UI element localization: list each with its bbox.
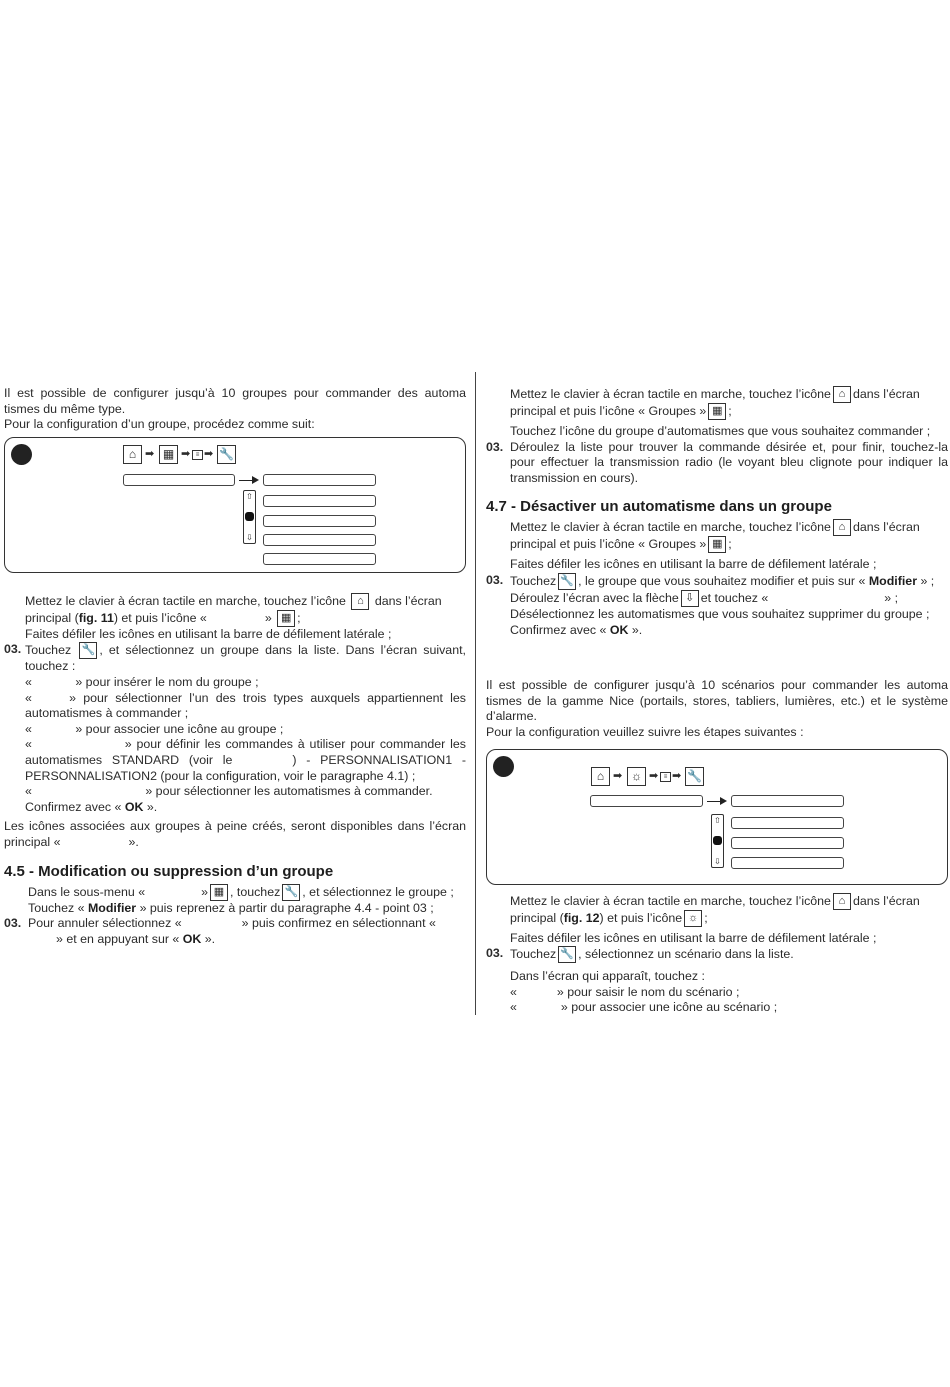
arrow-icon: ➡: [672, 769, 682, 782]
list-field-1: [731, 795, 844, 807]
option-icon: « » pour associer une icône au groupe ;: [25, 721, 284, 736]
home-icon: ⌂: [591, 767, 610, 786]
option-commands: « » pour définir les commandes à utiliser pour commander les automatismes STANDARD (voir le ) - PERSONNALISATION1 - PERSONNALISATION2 (pour la configuration, voir le paragraphe 4.1) ;: [25, 737, 466, 783]
arrow-icon: ➡: [204, 447, 214, 460]
list-field-1: [263, 474, 376, 486]
home-icon: ⌂: [833, 519, 851, 536]
groups-grid-icon: ▦: [210, 884, 228, 901]
scenario-option-icon: « » pour associer une icône au scénario ;: [510, 1000, 778, 1015]
modify-step-2: Touchez « Modifier » puis reprenez à partir du paragraphe 4.4 - point 03 ;: [28, 900, 434, 915]
scenario-intro: Il est possible de configurer jusqu’à 10 scénarios pour commander les automa tismes de la gamme Nice (portails, stores, tabliers, lumières, etc.) et le système d’alarme.: [486, 678, 948, 724]
groups-grid-icon: ▦: [277, 610, 295, 627]
figure-number-dot: [11, 444, 32, 465]
group-use-step-2: Touchez l’icône du groupe d’automatismes que vous souhaitez commander ;: [510, 424, 931, 438]
home-icon: ⌂: [123, 445, 142, 464]
step-2: Faites défiler les icônes en utilisant la barre de défilement latérale ;: [25, 626, 392, 641]
home-icon: ⌂: [833, 386, 851, 403]
scenario-step-4: Dans l’écran qui apparaît, touchez :: [510, 969, 705, 984]
small-list-icon: ≡: [192, 450, 203, 460]
home-icon: ⌂: [833, 893, 851, 910]
screen-field: [123, 474, 235, 486]
groups-grid-icon: ▦: [159, 445, 178, 464]
note-paragraph: Les icônes associées aux groupes à peine créés, seront disponibles dans l’écran principal « ».: [4, 819, 466, 849]
flow-arrow: [239, 480, 257, 481]
heading-4-5: 4.5 - Modification ou suppression d’un groupe: [4, 862, 334, 880]
list-field-2: [731, 817, 844, 829]
group-use-step-1: Mettez le clavier à écran tactile en marche, touchez l’icône ⌂ dans l’écran principal et puis l’icône « Groupes » ▦ ;: [486, 386, 948, 420]
scenario-icon: ☼: [627, 767, 646, 786]
step-1: Mettez le clavier à écran tactile en marche, touchez l’icône ⌂ dans l’écran principal (fig. 11) et puis l’icône « » ▦ ;: [4, 593, 466, 627]
scroll-thumb: [245, 512, 254, 521]
intro-paragraph: Il est possible de configurer jusqu’à 10 groupes pour commander des automa tismes du même type.: [4, 386, 466, 416]
arrow-icon: ➡: [613, 769, 623, 782]
disable-step-1: Mettez le clavier à écran tactile en marche, touchez l’icône ⌂ dans l’écran principal et puis l’icône « Groupes » ▦ ;: [486, 519, 948, 553]
heading-4-7: 4.7 - Désactiver un automatisme dans un groupe: [486, 498, 832, 516]
scenario-icon: ☼: [684, 910, 702, 927]
scenario-option-name: « » pour saisir le nom du scénario ;: [510, 984, 740, 999]
scenario-step-2: Faites défiler les icônes en utilisant la barre de défilement latérale ;: [510, 930, 877, 945]
wrench-icon: 🔧: [79, 642, 97, 659]
wrench-icon: 🔧: [558, 946, 576, 963]
scrollbar: [711, 814, 724, 868]
column-divider: [475, 372, 476, 1015]
disable-step-5: Désélectionnez les automatismes que vous souhaitez supprimer du groupe ;: [510, 606, 930, 621]
figure-11: [4, 437, 466, 573]
scroll-thumb: [713, 836, 722, 845]
group-use-step-3: 03. Déroulez la liste pour trouver la commande désirée et, pour finir, touchez-la pour effectuer la transmission radio (le voyant bleu clignote pour indiquer la transmission en cours).: [486, 439, 948, 485]
wrench-icon: 🔧: [685, 767, 704, 786]
modify-step-3: 03. Pour annuler sélectionnez « » puis confirmez en sélectionnant « » et en appuyant sur « OK ».: [4, 916, 436, 946]
flow-arrow: [707, 801, 725, 802]
disable-step-2: Faites défiler les icônes en utilisant la barre de défilement latérale ;: [510, 557, 877, 572]
arrow-icon: ➡: [649, 769, 659, 782]
wrench-icon: 🔧: [558, 573, 576, 590]
scroll-down-icon: ⇩: [246, 532, 253, 542]
list-field-5: [263, 553, 376, 565]
list-field-4: [731, 857, 844, 869]
left-column: [4, 386, 466, 947]
scroll-up-icon: ⇧: [714, 815, 721, 825]
list-field-3: [263, 515, 376, 527]
down-arrow-icon: ⇩: [681, 590, 699, 607]
disable-step-6: Confirmez avec « OK ».: [510, 622, 643, 637]
scenario-step-1: Mettez le clavier à écran tactile en marche, touchez l’icône ⌂ dans l’écran principal (fig. 12) et puis l’icône ☼ ;: [486, 893, 948, 927]
arrow-icon: ➡: [181, 447, 191, 460]
option-automations: « » pour sélectionner les automatismes à commander.: [25, 784, 433, 799]
wrench-icon: 🔧: [217, 445, 236, 464]
modify-step-1: Dans le sous-menu « » ▦ , touchez 🔧 , et sélectionnez le groupe ;: [4, 884, 466, 901]
list-field-2: [263, 495, 376, 507]
disable-step-3: 03. Touchez 🔧 , le groupe que vous souhaitez modifier et puis sur « Modifier » ;: [486, 573, 948, 590]
disable-step-4: Déroulez l’écran avec la flèche ⇩ et touchez « » ;: [486, 590, 948, 607]
small-list-icon: ≡: [660, 772, 671, 782]
screen-field: [590, 795, 703, 807]
right-column: [486, 386, 948, 1016]
scrollbar: [243, 490, 256, 544]
scenario-step-3: 03. Touchez 🔧 , sélectionnez un scénario dans la liste.: [486, 946, 948, 963]
groups-grid-icon: ▦: [708, 536, 726, 553]
intro-paragraph-2: Pour la configuration d’un groupe, procédez comme suit:: [4, 417, 315, 432]
option-name: « » pour insérer le nom du groupe ;: [25, 674, 259, 689]
step-3: 03. Touchez 🔧 , et sélectionnez un groupe dans la liste. Dans l’écran suivant, touchez :: [4, 642, 466, 674]
scroll-up-icon: ⇧: [246, 491, 253, 501]
figure-12: [486, 749, 948, 885]
option-type: « » pour sélectionner l’un des trois types auxquels appartiennent les automatismes à commander ;: [25, 690, 466, 721]
wrench-icon: 🔧: [282, 884, 300, 901]
list-field-3: [731, 837, 844, 849]
scroll-down-icon: ⇩: [714, 856, 721, 866]
groups-grid-icon: ▦: [708, 403, 726, 420]
figure-number-dot: [493, 756, 514, 777]
confirm-ok: Confirmez avec « OK ».: [25, 799, 158, 814]
arrow-icon: ➡: [145, 447, 155, 460]
list-field-4: [263, 534, 376, 546]
home-icon: ⌂: [351, 593, 369, 610]
scenario-intro-2: Pour la configuration veuillez suivre les étapes suivantes :: [486, 724, 804, 739]
